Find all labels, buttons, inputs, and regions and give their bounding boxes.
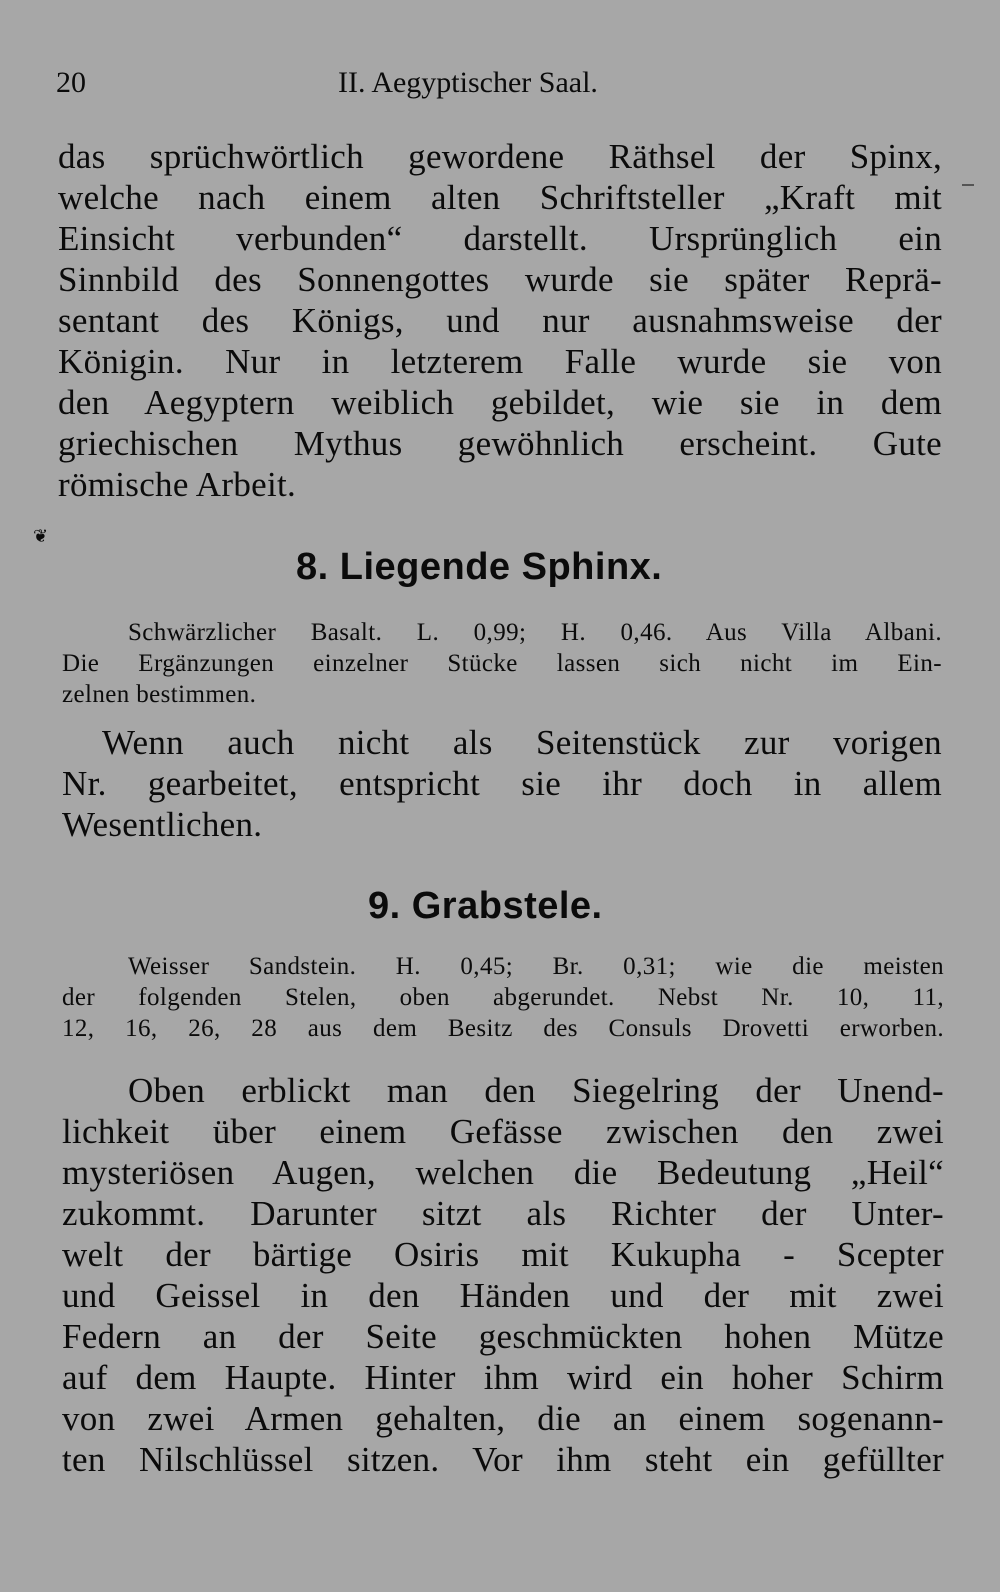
text-line: römische Arbeit.: [58, 465, 297, 504]
page-header: [56, 66, 946, 106]
page-number: 20: [56, 66, 86, 99]
text-line: welche nach einem alten Schriftsteller „Kraft mit: [58, 178, 942, 217]
text-line: Wesentlichen.: [62, 805, 263, 844]
margin-ornament: ❦: [33, 526, 49, 547]
description-line: Die Ergänzungen einzelner Stücke lassen sich nicht im Ein-: [62, 650, 942, 677]
text-line: zukommt. Darunter sitzt als Richter der Unter-: [62, 1194, 944, 1233]
section-9-description: [62, 951, 944, 1044]
section-heading-8: 8. Liegende Sphinx.: [296, 546, 663, 588]
text-line: lichkeit über einem Gefässe zwischen den zwei: [62, 1112, 944, 1151]
text-line: ten Nilschlüssel sitzen. Vor ihm steht ein gefüllter: [62, 1440, 944, 1479]
description-line: Weisser Sandstein. H. 0,45; Br. 0,31; wie die meisten: [128, 953, 944, 980]
text-line: Nr. gearbeitet, entspricht sie ihr doch in allem: [62, 764, 942, 803]
text-line: sentant des Königs, und nur ausnahmsweise der: [58, 301, 942, 340]
text-line: welt der bärtige Osiris mit Kukupha - Scepter: [62, 1235, 944, 1274]
edge-mark: [962, 184, 974, 186]
text-line: und Geissel in den Händen und der mit zwei: [62, 1276, 944, 1315]
section-heading-9: 9. Grabstele.: [368, 885, 603, 927]
text-line: griechischen Mythus gewöhnlich erscheint. Gute: [58, 424, 942, 463]
running-head: II. Aegyptischer Saal.: [338, 66, 598, 99]
section-8-text: [62, 722, 942, 845]
text-line: Federn an der Seite geschmückten hohen Mütze: [62, 1317, 944, 1356]
description-line: Schwärzlicher Basalt. L. 0,99; H. 0,46. Aus Villa Albani.: [128, 619, 942, 646]
text-line: den Aegyptern weiblich gebildet, wie sie in dem: [58, 383, 942, 422]
text-line: Wenn auch nicht als Seitenstück zur vorigen: [102, 723, 942, 762]
description-line: der folgenden Stelen, oben abgerundet. Nebst Nr. 10, 11,: [62, 984, 944, 1011]
text-line: von zwei Armen gehalten, die an einem sogenann-: [62, 1399, 944, 1438]
section-8-description: [62, 617, 942, 710]
description-line: 12, 16, 26, 28 aus dem Besitz des Consuls Drovetti erworben.: [62, 1015, 944, 1042]
text-line: Oben erblickt man den Siegelring der Unend-: [128, 1071, 944, 1110]
paragraph-1: [58, 136, 942, 505]
text-line: Einsicht verbunden“ darstellt. Ursprünglich ein: [58, 219, 942, 258]
section-9-text: [62, 1070, 944, 1480]
text-line: auf dem Haupte. Hinter ihm wird ein hoher Schirm: [62, 1358, 944, 1397]
description-line: zelnen bestimmen.: [62, 681, 257, 708]
text-line: Sinnbild des Sonnengottes wurde sie später Reprä-: [58, 260, 942, 299]
text-line: mysteriösen Augen, welchen die Bedeutung „Heil“: [62, 1153, 944, 1192]
text-line: Königin. Nur in letzterem Falle wurde sie von: [58, 342, 942, 381]
text-line: das sprüchwörtlich gewordene Räthsel der Spinx,: [58, 137, 942, 176]
